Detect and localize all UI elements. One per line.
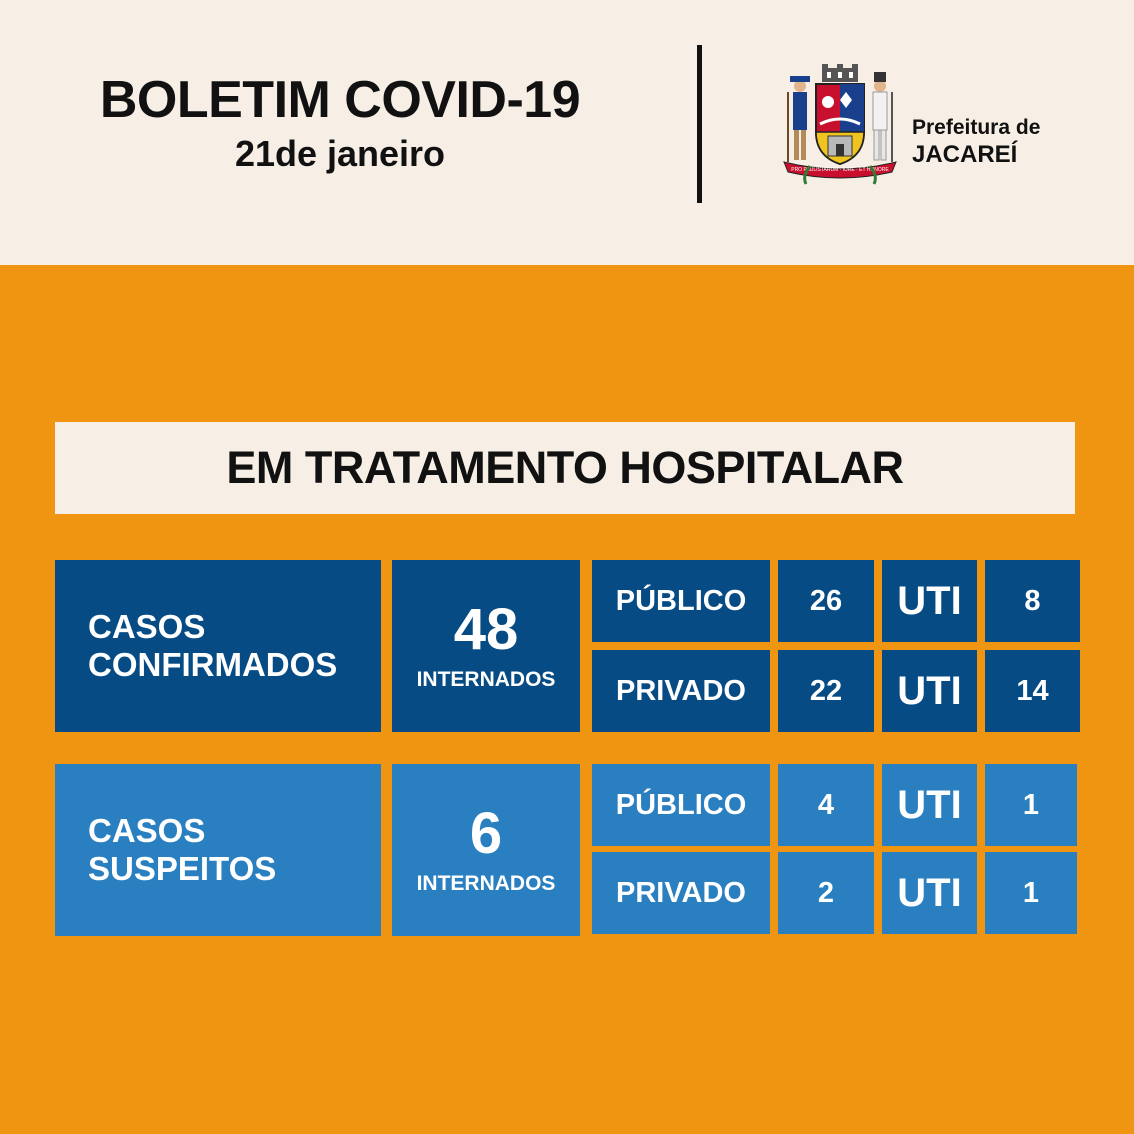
header	[0, 0, 1134, 265]
suspected-private-count: 2	[778, 852, 874, 934]
suspected-label-line1: CASOS	[88, 812, 206, 849]
header-divider	[697, 45, 702, 203]
confirmed-public-count: 26	[778, 560, 874, 642]
logo-line-city: JACAREÍ	[912, 141, 1018, 168]
suspected-private-uti-count: 1	[985, 852, 1077, 934]
confirmed-total-label: INTERNADOS	[416, 668, 556, 691]
suspected-private-label: PRIVADO	[592, 852, 770, 934]
confirmed-label	[55, 560, 381, 732]
suspected-public-count: 4	[778, 764, 874, 846]
confirmed-total-card	[392, 560, 580, 732]
confirmed-label-line2: CONFIRMADOS	[88, 646, 338, 683]
bulletin-title: BOLETIM COVID-19	[99, 71, 581, 129]
suspected-public-uti-label: UTI	[882, 764, 977, 846]
suspected-total: 6	[469, 801, 503, 866]
coat-of-arms-icon	[780, 62, 900, 186]
confirmed-private-uti-count: 14	[985, 650, 1080, 732]
coat-motto: PRO PAULISTARUM · IURE · ET HONORE	[791, 167, 889, 173]
logo-line-prefeitura: Prefeitura de	[912, 116, 1041, 139]
confirmed-private-label: PRIVADO	[592, 650, 770, 732]
suspected-label-line2: SUSPEITOS	[88, 850, 277, 887]
confirmed-public-label: PÚBLICO	[592, 560, 770, 642]
confirmed-private-count: 22	[778, 650, 874, 732]
suspected-private-uti-label: UTI	[882, 852, 977, 934]
suspected-label	[55, 764, 381, 936]
confirmed-total: 48	[453, 597, 519, 662]
confirmed-public-uti-label: UTI	[882, 560, 977, 642]
bulletin-date: 21de janeiro	[234, 133, 446, 174]
suspected-public-label: PÚBLICO	[592, 764, 770, 846]
confirmed-label-line1: CASOS	[88, 608, 206, 645]
suspected-public-uti-count: 1	[985, 764, 1077, 846]
confirmed-public-uti-count: 8	[985, 560, 1080, 642]
section-banner: EM TRATAMENTO HOSPITALAR	[55, 422, 1075, 514]
suspected-total-card	[392, 764, 580, 936]
confirmed-private-uti-label: UTI	[882, 650, 977, 732]
suspected-total-label: INTERNADOS	[416, 872, 556, 895]
